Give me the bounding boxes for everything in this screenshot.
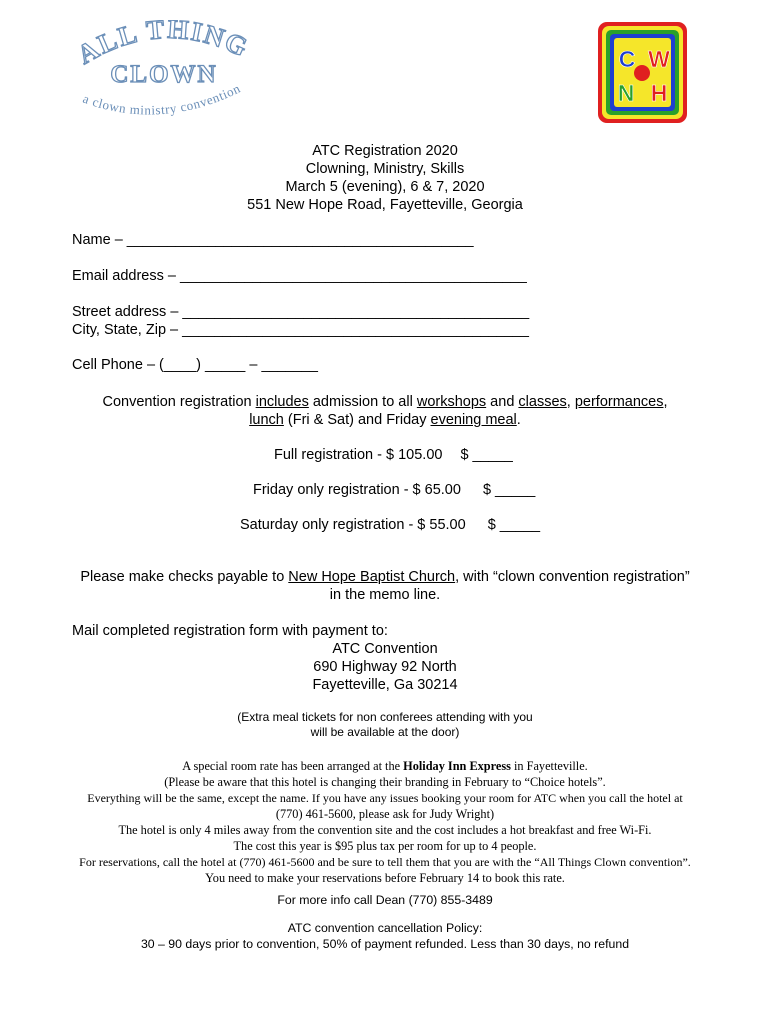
header-subtitle: Clowning, Ministry, Skills (305, 161, 465, 177)
badge-letter-h: H (650, 80, 668, 106)
more-info: For more info call Dean (770) 855-3489 (277, 893, 493, 907)
header-title: ATC Registration 2020 (312, 143, 458, 159)
city-state-zip-field[interactable]: City, State, Zip – ___________________________________________ (72, 322, 529, 338)
mail-line3: Fayetteville, Ga 30214 (312, 677, 458, 693)
cwnh-badge-logo (597, 21, 688, 124)
hotel-line2: (Please be aware that this hotel is changing their branding in February to “Choice hotels”. (164, 775, 606, 789)
price-friday-blank[interactable]: $ _____ (482, 482, 536, 498)
policy-title: ATC convention cancellation Policy: (287, 921, 483, 935)
price-friday: Friday only registration - $ 65.00 $ _____ (253, 482, 536, 498)
header-address: 551 New Hope Road, Fayetteville, Georgia (247, 197, 523, 213)
extra-meal-line1: (Extra meal tickets for non conferees attending with you (237, 710, 533, 724)
logo-tagline: a clown ministry convention (81, 80, 243, 118)
hotel-line5: The hotel is only 4 miles away from the convention site and the cost includes a hot breakfast and free Wi-Fi. (118, 823, 652, 837)
name-field[interactable]: Name – ___________________________________________ (72, 232, 474, 248)
policy-text: 30 – 90 days prior to convention, 50% of payment refunded. Less than 30 days, no refund (140, 937, 630, 951)
logo-line2: CLOWN (110, 61, 218, 88)
email-field[interactable]: Email address – ___________________________________________ (72, 268, 527, 284)
price-full: Full registration - $ 105.00 $ _____ (274, 447, 513, 463)
extra-meal-line2: will be available at the door) (310, 725, 460, 739)
hotel-line4: (770) 461-5600, please ask for Judy Wright) (275, 807, 495, 821)
includes-line1: Convention registration includes admission to all workshops and classes, performances, (102, 394, 668, 410)
logo-line1: ALL THING (72, 20, 254, 70)
price-saturday-blank[interactable]: $ _____ (487, 517, 541, 533)
hotel-line8: You need to make your reservations before February 14 to book this rate. (205, 871, 565, 885)
checks-line1: Please make checks payable to New Hope Baptist Church, with “clown convention registration” (80, 569, 690, 585)
price-saturday: Saturday only registration - $ 55.00 $ _____ (240, 517, 541, 533)
header-dates: March 5 (evening), 6 & 7, 2020 (285, 179, 485, 195)
all-things-clown-logo (72, 20, 257, 130)
mail-intro: Mail completed registration form with payment to: (72, 623, 388, 639)
hotel-line6: The cost this year is $95 plus tax per room for up to 4 people. (233, 839, 537, 853)
badge-letter-w: W (648, 46, 670, 72)
includes-line2: lunch (Fri & Sat) and Friday evening meal. (249, 412, 521, 428)
badge-letter-c: C (618, 46, 636, 72)
hotel-line1: A special room rate has been arranged at the Holiday Inn Express in Fayetteville. (182, 759, 588, 773)
price-full-blank[interactable]: $ _____ (460, 447, 513, 463)
checks-line2: in the memo line. (329, 587, 441, 603)
mail-line1: ATC Convention (332, 641, 438, 657)
mail-line2: 690 Highway 92 North (313, 659, 457, 675)
church-name: New Hope Baptist Church (288, 569, 456, 585)
street-field[interactable]: Street address – ___________________________________________ (72, 304, 530, 320)
hotel-line3: Everything will be the same, except the name. If you have any issues booking your room for ATC when you call the hotel at (87, 791, 683, 805)
hotel-line7: For reservations, call the hotel at (770) 461-5600 and be sure to tell them that you are with the “All Things Clown convention”. (79, 855, 691, 869)
cell-phone-field[interactable]: Cell Phone – (____) _____ – _______ (72, 357, 318, 373)
badge-letter-n: N (617, 80, 635, 106)
